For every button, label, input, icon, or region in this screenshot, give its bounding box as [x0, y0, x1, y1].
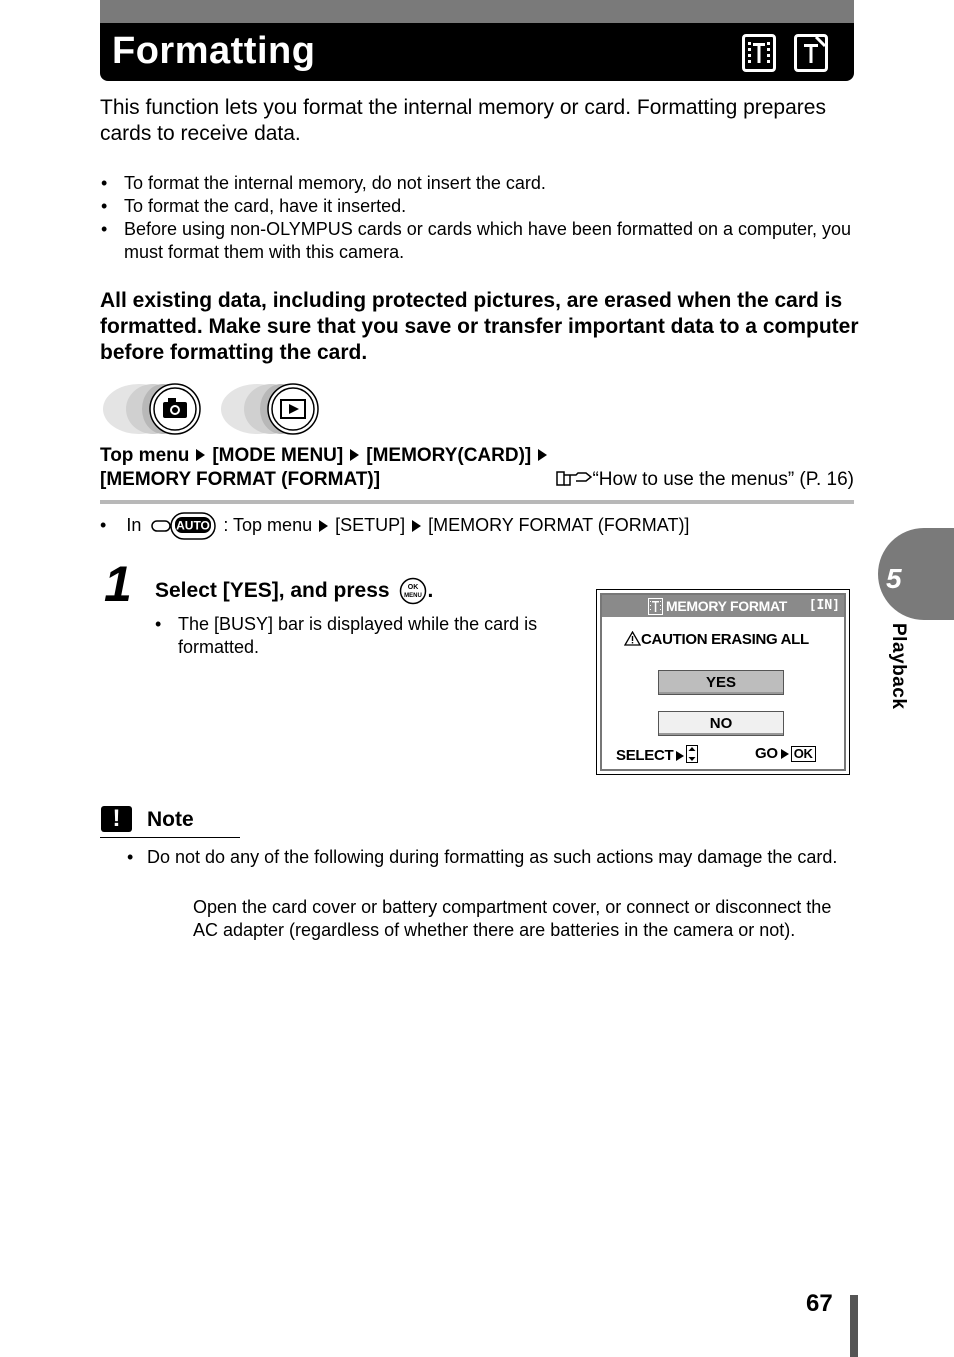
- step-number: 1: [104, 556, 132, 612]
- auto-mode-note: • In AUTO : Top menu [SETUP] [MEMORY FORMAT (FORMAT)]: [100, 511, 860, 541]
- list-item: • Before using non-OLYMPUS cards or cards which have been formatted on a computer, you must format them with this camera.: [100, 218, 860, 264]
- ok-key: OK: [791, 746, 816, 762]
- chapter-tab: [878, 528, 954, 620]
- internal-memory-icon: [648, 598, 663, 615]
- arrow-right-icon: [319, 520, 328, 532]
- up-down-arrows-icon: [686, 745, 698, 763]
- lcd-caution: CAUTION ERASING ALL: [624, 631, 809, 648]
- arrow-right-icon: [196, 449, 205, 461]
- note-icon: !: [101, 806, 132, 832]
- intro-paragraph: This function lets you format the internal memory or card. Formatting prepares cards to receive data.: [100, 96, 826, 145]
- warning-icon: [624, 631, 641, 646]
- lcd-header: [602, 595, 844, 617]
- title-bar: [100, 0, 854, 81]
- warning-text: All existing data, including protected pictures, are erased when the card is formatted. Make sure that you save or transfer important data to a computer before formatting the card.: [100, 289, 859, 364]
- page-edge-bar: [850, 1295, 858, 1357]
- auto-note-format: [MEMORY FORMAT (FORMAT)]: [428, 514, 690, 535]
- note-bullet: • Do not do any of the following during formatting as such actions may damage the card.: [124, 846, 877, 869]
- camera-mode-icon: [101, 383, 211, 435]
- auto-mode-dial-icon: [146, 511, 218, 541]
- chapter-label: Playback: [888, 623, 909, 710]
- reference-hand-icon: [556, 469, 592, 487]
- lcd-title: MEMORY FORMAT: [666, 598, 788, 614]
- menu-path: [100, 444, 854, 492]
- divider: [100, 500, 854, 504]
- arrow-right-icon: [538, 449, 547, 461]
- internal-memory-icon: [742, 34, 776, 72]
- lcd-memory-label: [IN]: [808, 598, 840, 613]
- requirements-list: [100, 172, 860, 264]
- svg-text:OK: OK: [408, 584, 419, 592]
- lcd-screen: [596, 589, 850, 775]
- playback-mode-icon: [219, 383, 329, 435]
- note-label: Note: [147, 808, 194, 831]
- list-item: • To format the internal memory, do not insert the card.: [100, 172, 860, 195]
- note-detail: Open the card cover or battery compartment cover, or connect or disconnect the AC adapter (regardless of whether there are batteries in the camera or not).: [193, 897, 832, 940]
- nav-memory-format: [MEMORY FORMAT (FORMAT)]: [100, 469, 381, 490]
- yes-button[interactable]: YES: [658, 670, 784, 695]
- lcd-select-hint: SELECT: [616, 745, 698, 764]
- step-instruction: Select [YES], and press OK MENU .: [155, 577, 433, 605]
- page-number: 67: [806, 1290, 833, 1317]
- lcd-go-hint: GO OK: [755, 745, 816, 762]
- arrow-right-icon: [412, 520, 421, 532]
- svg-text:AUTO: AUTO: [176, 518, 211, 533]
- menu-reference: “How to use the menus” (P. 16): [556, 468, 854, 492]
- nav-mode-menu: [MODE MENU]: [212, 445, 344, 466]
- nav-top-menu: Top menu: [100, 445, 190, 466]
- auto-note-in: In: [126, 514, 142, 535]
- auto-note-setup: [SETUP]: [335, 514, 406, 535]
- no-button[interactable]: NO: [658, 711, 784, 736]
- chapter-number: 5: [886, 563, 902, 594]
- nav-memory-card: [MEMORY(CARD)]: [366, 445, 532, 466]
- list-item: • To format the card, have it inserted.: [100, 195, 860, 218]
- svg-text:MENU: MENU: [404, 593, 423, 600]
- ok-menu-button-icon: [399, 577, 427, 605]
- card-icon: [794, 34, 828, 72]
- note-underline: [100, 837, 240, 838]
- page-title: Formatting: [112, 30, 316, 72]
- step-bullet: • The [BUSY] bar is displayed while the card is formatted.: [155, 613, 558, 659]
- arrow-right-icon: [350, 449, 359, 461]
- auto-note-top-menu: : Top menu: [223, 514, 313, 535]
